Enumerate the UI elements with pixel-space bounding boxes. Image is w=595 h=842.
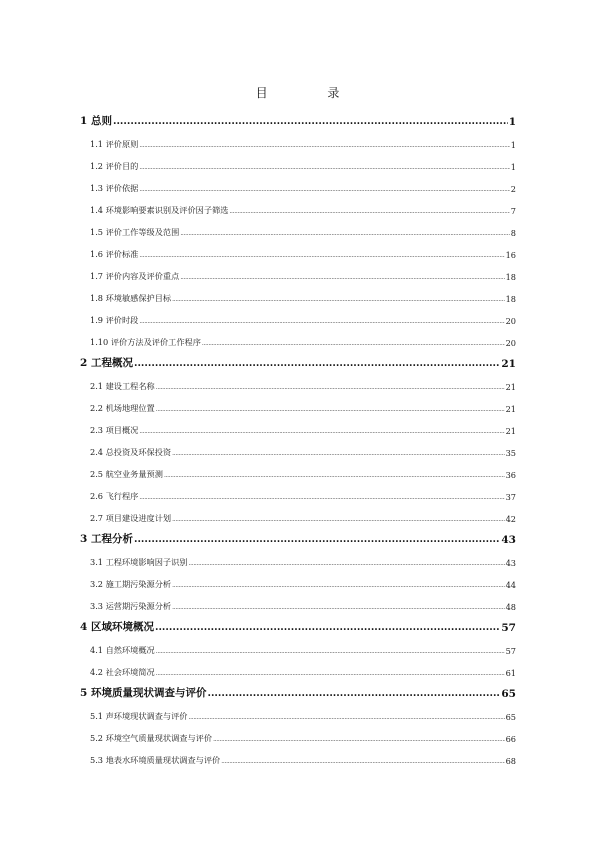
toc-section-entry[interactable] [80, 700, 516, 722]
toc-section-entry[interactable] [80, 128, 516, 150]
toc-section-entry[interactable] [80, 194, 516, 216]
toc-entry-page-number: 66 [505, 734, 516, 744]
toc-entry-page-number: 61 [505, 668, 516, 678]
toc-entry-page-number: 65 [501, 688, 516, 700]
toc-dot-leader [139, 428, 504, 435]
toc-dot-leader [139, 186, 509, 193]
toc-section-entry[interactable] [80, 216, 516, 238]
toc-entry-label: 1.10 评价方法及评价工作程序 [90, 337, 201, 347]
toc-entry-label: 1.1 评价原则 [90, 139, 139, 149]
toc-entry-label: 3.1 工程环境影响因子识别 [90, 557, 188, 567]
toc-section-entry[interactable] [80, 326, 516, 348]
toc-dot-leader [207, 688, 500, 699]
toc-entry-page-number: 57 [501, 622, 516, 634]
toc-section-entry[interactable] [80, 502, 516, 524]
toc-dot-leader [213, 736, 505, 743]
toc-section-entry[interactable] [80, 458, 516, 480]
toc-entry-label: 2.1 建设工程名称 [90, 381, 155, 391]
toc-dot-leader [172, 604, 504, 611]
toc-entry-label: 1.9 评价时段 [90, 315, 139, 325]
toc-entry-page-number: 43 [501, 534, 516, 546]
toc-entry-page-number: 21 [501, 358, 516, 370]
toc-entry-label: 4.2 社会环境简况 [90, 667, 155, 677]
toc-title: 目 录 [255, 86, 368, 100]
toc-section-entry[interactable] [80, 744, 516, 766]
toc-section-entry[interactable] [80, 414, 516, 436]
toc-dot-leader [172, 296, 504, 303]
toc-dot-leader [189, 714, 505, 721]
toc-entry-label: 2.7 项目建设进度计划 [90, 513, 172, 523]
toc-entry-label: 2.6 飞行程序 [90, 491, 139, 501]
toc-dot-leader [172, 450, 504, 457]
toc-entry-label: 2.4 总投资及环保投资 [90, 447, 172, 457]
toc-entry-page-number: 20 [505, 338, 516, 348]
toc-section-entry[interactable] [80, 392, 516, 414]
toc-entry-page-number: 43 [505, 558, 516, 568]
toc-dot-leader [134, 358, 500, 369]
toc-dot-leader [172, 582, 504, 589]
toc-entry-page-number: 48 [505, 602, 516, 612]
toc-dot-leader [189, 560, 505, 567]
toc-chapter-entry[interactable] [80, 678, 516, 700]
toc-entry-page-number: 18 [505, 272, 516, 282]
toc-dot-leader [139, 318, 504, 325]
toc-entry-label: 4.1 自然环境概况 [90, 645, 155, 655]
toc-entry-label: 1.3 评价依据 [90, 183, 139, 193]
toc-entry-label: 4 区域环境概况 [80, 621, 154, 633]
toc-entry-page-number: 44 [505, 580, 516, 590]
toc-entry-label: 1.5 评价工作等级及范围 [90, 227, 180, 237]
toc-chapter-entry[interactable] [80, 106, 516, 128]
toc-entry-page-number: 7 [510, 206, 516, 216]
toc-entry-label: 5.2 环境空气质量现状调查与评价 [90, 733, 213, 743]
toc-entry-label: 2.3 项目概况 [90, 425, 139, 435]
toc-section-entry[interactable] [80, 590, 516, 612]
toc-dot-leader [134, 534, 500, 545]
toc-section-entry[interactable] [80, 282, 516, 304]
toc-section-entry[interactable] [80, 260, 516, 282]
toc-dot-leader [156, 406, 505, 413]
toc-entry-page-number: 20 [505, 316, 516, 326]
toc-entry-page-number: 21 [505, 382, 516, 392]
toc-entry-label: 1.7 评价内容及评价重点 [90, 271, 180, 281]
toc-dot-leader [156, 384, 505, 391]
toc-entry-label: 1.6 评价标准 [90, 249, 139, 259]
toc-entry-page-number: 2 [510, 184, 516, 194]
toc-dot-leader [180, 274, 504, 281]
toc-entry-page-number: 35 [505, 448, 516, 458]
toc-entry-page-number: 8 [510, 228, 516, 238]
toc-section-entry[interactable] [80, 546, 516, 568]
toc-entry-label: 2 工程概况 [80, 357, 133, 369]
toc-entry-page-number: 1 [510, 162, 516, 172]
toc-section-entry[interactable] [80, 172, 516, 194]
toc-entry-page-number: 18 [505, 294, 516, 304]
toc-entry-page-number: 42 [505, 514, 516, 524]
toc-dot-leader [139, 164, 509, 171]
toc-dot-leader [164, 472, 505, 479]
toc-dot-leader [155, 622, 500, 633]
toc-section-entry[interactable] [80, 722, 516, 744]
toc-dot-leader [139, 494, 504, 501]
toc-entry-page-number: 68 [505, 756, 516, 766]
toc-entry-label: 1.8 环境敏感保护目标 [90, 293, 172, 303]
toc-entry-label: 2.5 航空业务量预测 [90, 469, 163, 479]
toc-entry-page-number: 57 [505, 646, 516, 656]
toc-dot-leader [172, 516, 504, 523]
toc-section-entry[interactable] [80, 568, 516, 590]
toc-entry-page-number: 21 [505, 404, 516, 414]
toc-entry-label: 1.2 评价目的 [90, 161, 139, 171]
toc-section-entry[interactable] [80, 656, 516, 678]
toc-entry-label: 5.3 地表水环境质量现状调查与评价 [90, 755, 221, 765]
toc-dot-leader [156, 648, 505, 655]
toc-section-entry[interactable] [80, 436, 516, 458]
toc-section-entry[interactable] [80, 304, 516, 326]
toc-dot-leader [139, 252, 504, 259]
toc-entry-label: 1 总则 [80, 115, 112, 127]
toc-entry-page-number: 37 [505, 492, 516, 502]
toc-entry-label: 3.2 施工期污染源分析 [90, 579, 172, 589]
toc-section-entry[interactable] [80, 480, 516, 502]
toc-dot-leader [156, 670, 505, 677]
toc-entry-page-number: 21 [505, 426, 516, 436]
toc-entry-page-number: 16 [505, 250, 516, 260]
toc-section-entry[interactable] [80, 150, 516, 172]
toc-chapter-entry[interactable] [80, 612, 516, 634]
toc-dot-leader [180, 230, 509, 237]
table-of-contents [80, 106, 516, 766]
toc-entry-label: 3 工程分析 [80, 533, 133, 545]
toc-entry-label: 1.4 环境影响要素识别及评价因子筛选 [90, 205, 229, 215]
toc-dot-leader [221, 758, 504, 765]
toc-dot-leader [139, 142, 509, 149]
toc-chapter-entry[interactable] [80, 524, 516, 546]
toc-entry-page-number: 1 [508, 116, 516, 128]
toc-section-entry[interactable] [80, 238, 516, 260]
toc-entry-label: 5 环境质量现状调查与评价 [80, 687, 207, 699]
toc-chapter-entry[interactable] [80, 348, 516, 370]
toc-dot-leader [113, 116, 508, 127]
toc-entry-page-number: 1 [510, 140, 516, 150]
toc-dot-leader [229, 208, 509, 215]
toc-entry-label: 2.2 机场地理位置 [90, 403, 155, 413]
toc-dot-leader [202, 340, 505, 347]
toc-entry-label: 3.3 运营期污染源分析 [90, 601, 172, 611]
toc-entry-page-number: 36 [505, 470, 516, 480]
toc-entry-page-number: 65 [505, 712, 516, 722]
toc-entry-label: 5.1 声环境现状调查与评价 [90, 711, 188, 721]
toc-section-entry[interactable] [80, 634, 516, 656]
toc-section-entry[interactable] [80, 370, 516, 392]
